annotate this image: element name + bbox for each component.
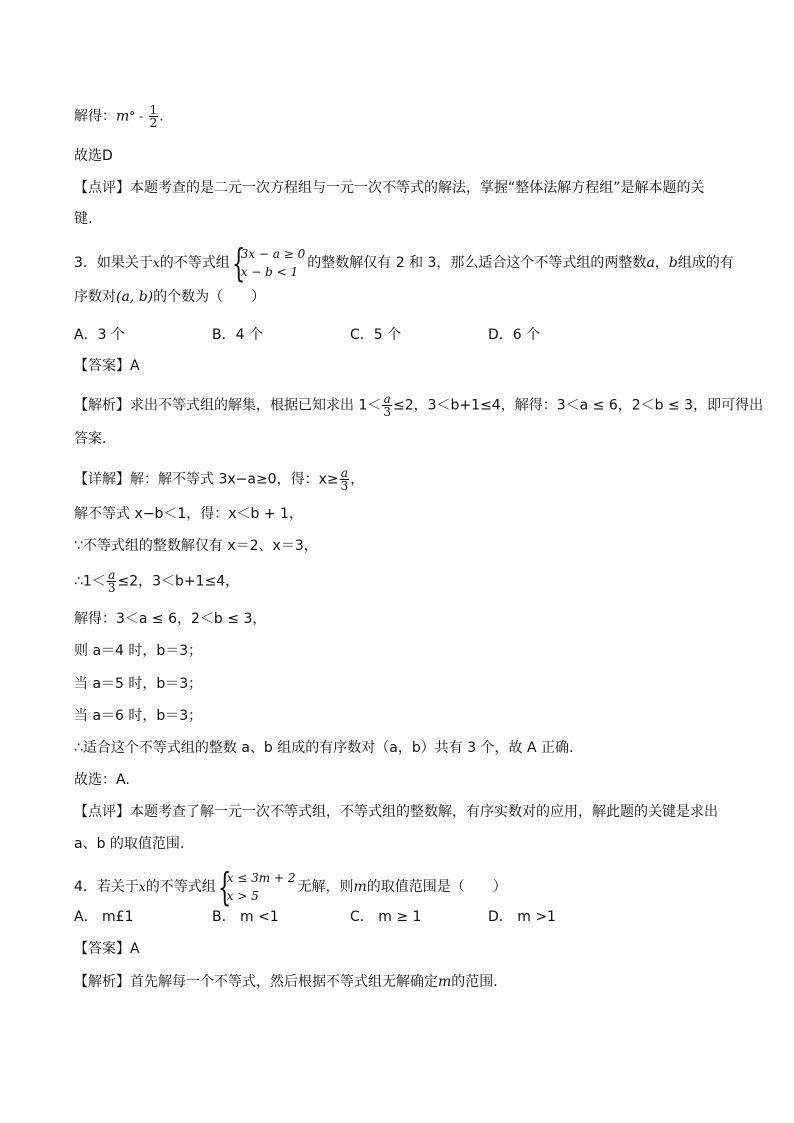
q3-stem-line1 [74,241,734,285]
q4-prefix: 4．若关于 [74,879,139,895]
q4-analysis-b: 的范围. [451,974,498,990]
q3-var-x: x [152,256,160,270]
q3-analysis-1b: ≤2，3＜b+1≤4，解得：3＜a ≤ 6，2＜b ≤ 3，即可得出 [393,397,764,414]
q4-brace: { [217,865,232,909]
q4-answer-tag: 【答案】 [74,941,130,957]
q3-choose: 故选：A. [74,772,130,788]
q4-analysis-line [74,972,498,992]
q3-comment-line1 [74,802,718,822]
q3-after-sys: 的整数解仅有 2 和 3，那么适合这个不等式组的两整数 [307,255,647,271]
q3-therefore-frac-den: 3 [107,581,116,595]
q4-answer [74,939,140,959]
q3-analysis-tag: 【解析】 [74,397,130,414]
q3-var-b: b [668,255,678,271]
q3-detail-frac-den: 3 [340,479,349,493]
q3-comma: ， [654,255,669,271]
q3-analysis-frac-num: a [383,392,391,406]
q3-option-c: C．5 个 [350,327,402,343]
q3-answer-value: A [130,358,140,374]
q2-end: . [159,108,164,125]
q3-detail-tag: 【详解】 [74,471,130,488]
q3-analysis-line2: 答案. [74,431,107,447]
q3-pair: (a, b) [116,289,154,305]
q3-detail-1a: 解：解不等式 3x−a≥0，得：x≥ [130,471,339,488]
q3-comment-line2: a、b 的取值范围. [74,836,185,852]
q3-mid: 的不等式组 [159,255,230,271]
q3-conclusion: ∴适合这个不等式组的整数 a、b 组成的有序数对（a，b）共有 3 个，故 A 正确. [74,740,574,756]
q3-ineq2-line: 解不等式 x−b＜1，得：x＜b + 1， [74,506,303,522]
q2-solve-line [74,104,164,129]
q3-option-d: D．6 个 [488,327,541,343]
q3-sys-row2: x − b < 1 [240,265,299,279]
q4-analysis-a: 首先解每一个不等式，然后根据不等式组无解确定 [130,974,438,990]
q2-comment-line1 [74,178,705,198]
q4-inequality-system [217,865,296,909]
q3-case2: 当 a＝5 时，b＝3； [74,676,203,692]
q3-case1: 则 a＝4 时，b＝3； [74,643,203,659]
q3-detail-frac-num: a [340,466,348,480]
q2-fraction [149,104,159,129]
q2-choose: 故选D [74,148,113,164]
q2-m-rel: ° - [129,109,144,124]
q3-stem-line2 [74,287,265,307]
q4-option-a: A． m£1 [74,909,134,925]
q3-solve-line: 解得：3＜a ≤ 6，2＜b ≤ 3， [74,611,267,627]
q2-frac-den: 2 [149,116,158,130]
q3-line2-b: 的个数为（ ） [153,289,266,305]
q3-case3: 当 a＝6 时，b＝3； [74,708,203,724]
q4-after-sys: 无解，则 [297,879,354,895]
q3-analysis-frac-den: 3 [383,405,391,419]
q3-answer [74,356,140,376]
q2-m-var: m [116,108,130,125]
q3-sys-row1: 3x − a ≥ 0 [240,247,306,261]
q2-frac-num: 1 [149,103,158,117]
q3-prefix: 3．如果关于 [74,255,153,271]
q3-line2-a: 序数对 [74,289,116,305]
q3-therefore-line [74,569,239,594]
q4-var-x: x [138,880,146,894]
q2-comment-tag: 【点评】 [74,180,130,196]
q3-tail: 组成的有 [677,255,734,271]
q4-var-m: m [353,879,367,895]
q3-comment-1: 本题考查了解一元一次不等式组，不等式组的整数解，有序实数对的应用，解此题的关键是求出 [130,804,718,820]
q3-therefore-b: ≤2，3＜b+1≤4， [117,573,240,590]
q4-analysis-var: m [438,974,452,990]
q3-detail-1b: ， [350,471,365,488]
q2-comment-line2: 键. [74,211,93,227]
q4-option-d: D． m >1 [488,909,556,925]
q3-option-b: B．4 个 [212,327,263,343]
q3-option-a: A．3 个 [74,327,125,343]
q3-therefore-fraction [107,569,117,594]
q3-detail-line1 [74,467,364,492]
q3-comment-tag: 【点评】 [74,804,130,820]
q2-comment-text1: 本题考查的是二元一次方程组与一元一次不等式的解法，掌握“整体法解方程组”是解本题的关 [130,180,705,196]
q3-because-line: ∵不等式组的整数解仅有 x＝2、x＝3， [74,538,318,554]
q4-answer-value: A [130,941,140,957]
q4-option-c: C． m ≥ 1 [350,909,422,925]
q3-analysis-fraction [382,393,392,418]
q4-sys-row1: x ≤ 3m + 2 [226,871,296,885]
q4-mid: 的不等式组 [145,879,216,895]
q3-brace: { [231,241,246,285]
q4-option-b: B． m <1 [212,909,279,925]
q2-solve-prefix: 解得： [74,108,116,125]
q3-therefore-a: ∴1＜ [74,573,106,590]
q3-detail-fraction [340,467,350,492]
q4-stem-line [74,865,507,909]
q3-therefore-frac-num: a [108,568,116,582]
q3-inequality-system [231,241,306,285]
q3-analysis-1a: 求出不等式组的解集，根据已知求出 1＜ [130,397,382,414]
q4-sys-row2: x > 5 [226,889,259,903]
q3-var-a: a [646,255,655,271]
q3-answer-tag: 【答案】 [74,358,130,374]
q4-analysis-tag: 【解析】 [74,974,130,990]
q3-analysis-line1 [74,393,763,418]
q4-tail: 的取值范围是（ ） [366,879,507,895]
